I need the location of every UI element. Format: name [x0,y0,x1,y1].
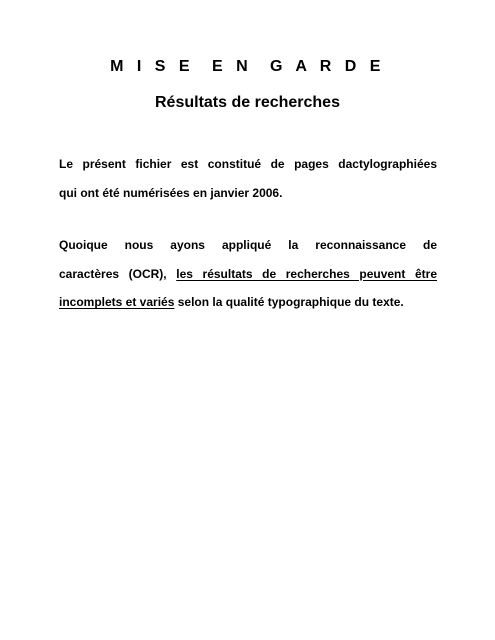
plain-text: caractères (OCR), [59,266,177,281]
paragraph-ocr-notice [59,231,437,317]
paragraph-line [59,288,437,317]
paragraph-line: qui ont été numérisées en janvier 2006. [59,185,283,200]
warning-title: M I S E E N G A R D E [110,58,385,75]
underlined-text: les résultats de recherches peuvent être [176,266,437,281]
plain-text: selon la qualité typographique du texte. [174,295,404,309]
paragraph-scan-info [59,150,437,207]
paragraph-line [59,260,437,289]
paragraph-line: Quoique nous ayons appliqué la reconnaissance de [59,238,437,252]
underlined-text: incomplets et variés [59,295,175,309]
document-subtitle: Résultats de recherches [155,94,340,111]
paragraph-line: Le présent fichier est constitué de pages dactylographiées [59,157,437,171]
